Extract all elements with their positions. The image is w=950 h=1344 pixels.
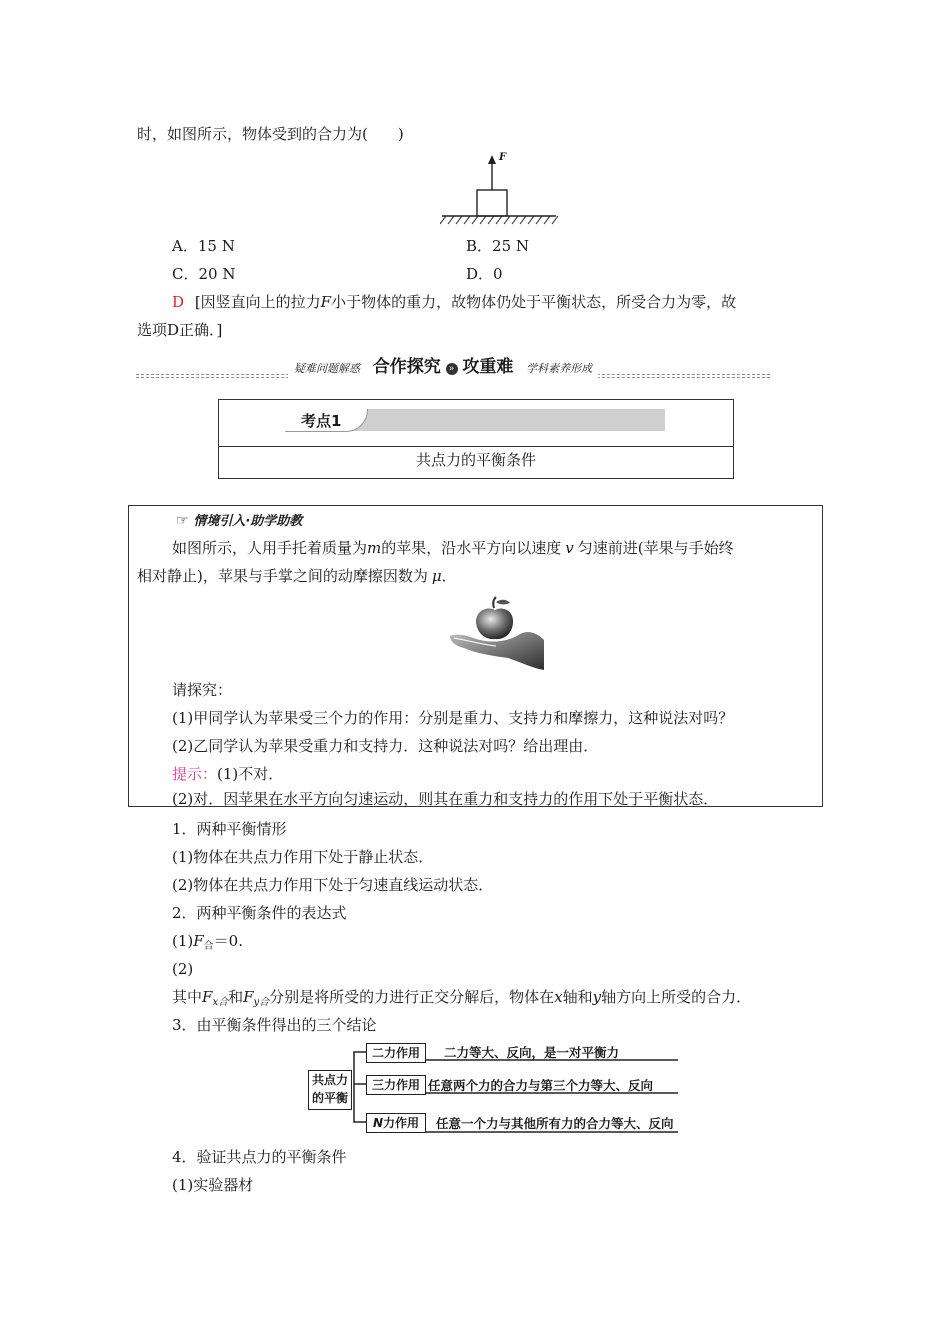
apple-hand-illustration <box>446 596 546 670</box>
scenario-paragraph-2: 相对静止)，苹果与手掌之间的动摩擦因数为 μ． <box>137 567 457 585</box>
note-1-1: (1)物体在共点力作用下处于静止状态． <box>172 848 434 866</box>
note-2-1: $(1)F_合=0$. <box>172 932 243 952</box>
note-4-1: (1)实验器材 <box>172 1176 254 1194</box>
concept-map-root: 共点力 的平衡 <box>308 1070 352 1110</box>
branch-text-two-forces: 二力等大、反向，是一对平衡力 <box>444 1045 620 1060</box>
note-heading-1: 1．两种平衡情形 <box>172 820 287 838</box>
branch-text-n-forces: 任意一个力与其他所有力的合力等大、反向 <box>436 1116 674 1131</box>
answer-line-1: D [因竖直向上的拉力F小于物体的重力，故物体仍处于平衡状态，所受合力为零，故 <box>172 293 737 311</box>
hint-line-2: (2)对．因苹果在水平方向匀速运动，则其在重力和支持力的作用下处于平衡状态． <box>172 790 719 808</box>
option-b: B．25 N <box>466 237 530 255</box>
section-banner: 疑难问题解惑 合作探究 » 攻重难 学科素养形成 <box>288 356 598 378</box>
note-heading-4: 4．验证共点力的平衡条件 <box>172 1148 347 1166</box>
answer-letter: D <box>172 293 185 311</box>
answer-line-2: 选项D正确．] <box>137 321 223 339</box>
topic-box <box>218 399 734 479</box>
note-2-3: 其中$F_{x合}$和$F_{y合}$分别是将所受的力进行正交分解后，物体在x轴和y轴方向上所受的合力． <box>172 988 752 1008</box>
banner-arrow-icon: » <box>446 363 458 375</box>
option-a: A．15 N <box>172 237 235 255</box>
explore-prompt: 请探究： <box>172 681 233 699</box>
explore-question-1: (1)甲同学认为苹果受三个力的作用：分别是重力、支持力和摩擦力，这种说法对吗？ <box>172 709 734 727</box>
option-c: C．20 N <box>172 265 236 283</box>
topic-tag: 考点1 <box>285 409 368 432</box>
branch-label-three-forces: 三力作用 <box>366 1075 426 1095</box>
hint-line-1: 提示：(1)不对． <box>172 765 284 783</box>
scenario-header: ☞ 情境引入·助学助教 <box>176 513 303 529</box>
option-d: D．0 <box>466 265 503 283</box>
hint-label: 提示： <box>172 765 218 783</box>
note-heading-2: 2．两种平衡条件的表达式 <box>172 904 347 922</box>
explore-question-2: (2)乙同学认为苹果受重力和支持力．这种说法对吗？给出理由． <box>172 737 599 755</box>
branch-label-n-forces: N力作用 <box>366 1113 426 1133</box>
pointing-hand-icon: ☞ <box>176 513 189 529</box>
note-heading-3: 3．由平衡条件得出的三个结论 <box>172 1016 377 1034</box>
note-2-2: (2) <box>172 960 194 978</box>
note-1-2: (2)物体在共点力作用下处于匀速直线运动状态． <box>172 876 494 894</box>
scenario-paragraph-1: 如图所示，人用手托着质量为m的苹果，沿水平方向以速度 v 匀速前进(苹果与手始终 <box>172 539 734 557</box>
force-label: F <box>499 152 507 163</box>
branch-label-two-forces: 二力作用 <box>366 1043 426 1063</box>
branch-text-three-forces: 任意两个力的合力与第三个力等大、反向 <box>428 1078 654 1093</box>
topic-title: 共点力的平衡条件 <box>415 451 536 469</box>
question-stem: 时，如图所示，物体受到的合力为( ) <box>137 125 404 143</box>
